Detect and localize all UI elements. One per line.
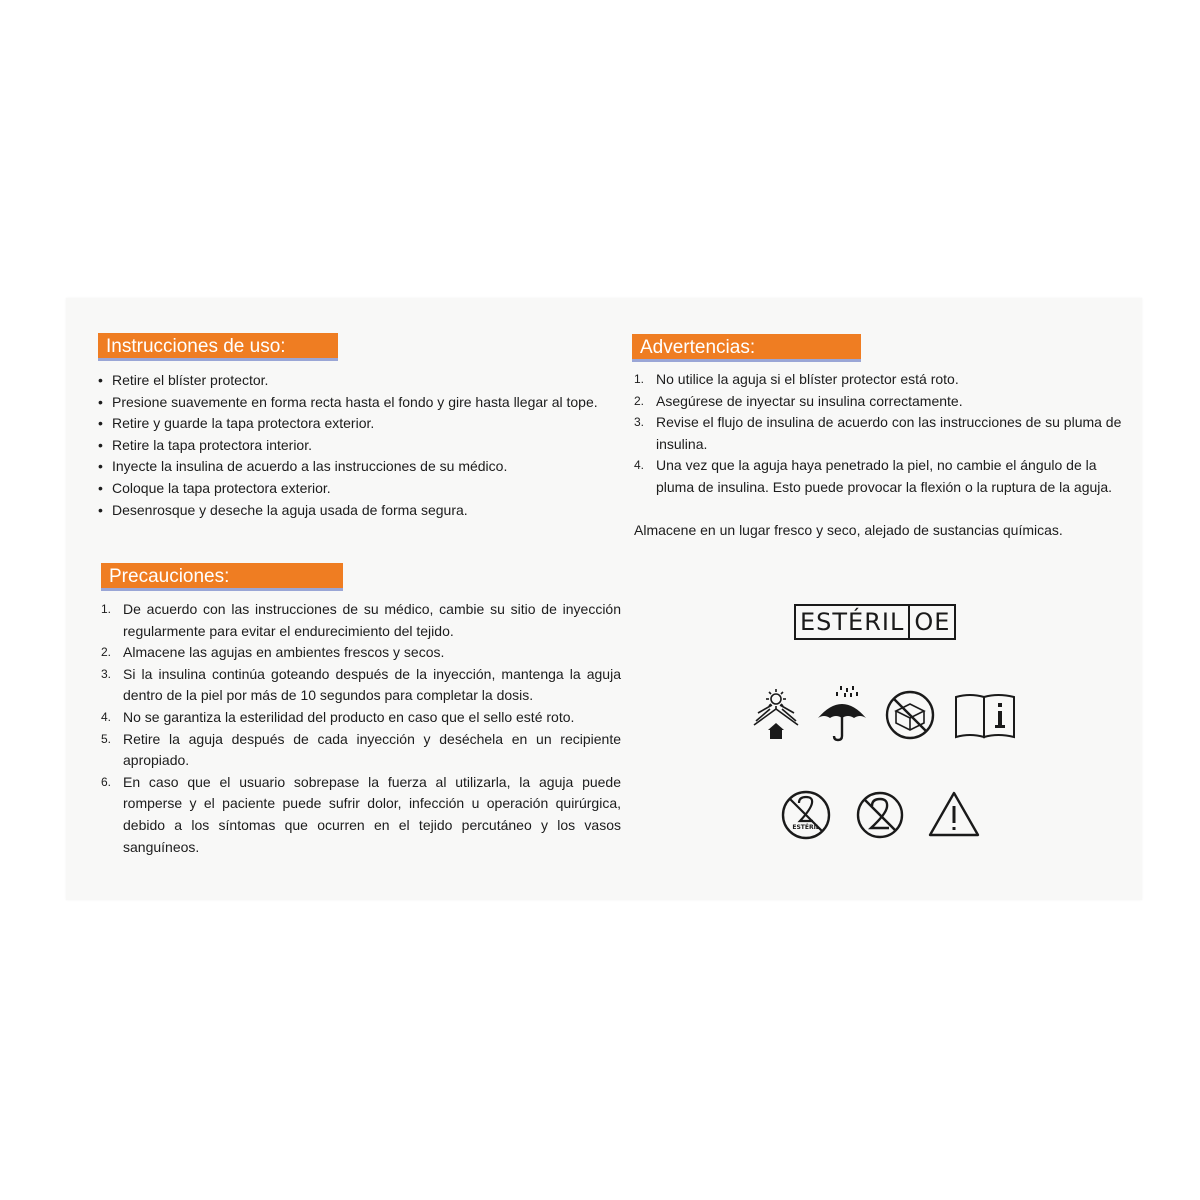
resterilize-small-label: ESTÉRIL bbox=[792, 824, 820, 831]
advertencias-item-number: 1. bbox=[634, 372, 645, 386]
instrucciones-item: • Retire la tapa protectora interior. bbox=[98, 435, 598, 457]
do-not-use-if-package-damaged-icon bbox=[884, 689, 936, 741]
instrucciones-item: • Retire y guarde la tapa protectora exterior. bbox=[98, 413, 598, 435]
keep-away-from-sunlight-icon bbox=[748, 687, 804, 741]
precauciones-item-number: 2. bbox=[101, 645, 112, 660]
storage-note: Almacene en un lugar fresco y seco, alejado de sustancias químicas. bbox=[634, 522, 1063, 538]
advertencias-item-number: 3. bbox=[634, 415, 645, 430]
sterile-label: ESTÉRIL bbox=[800, 608, 905, 636]
keep-dry-icon bbox=[816, 684, 868, 742]
precauciones-item-number: 5. bbox=[101, 731, 112, 746]
precauciones-item-number: 3. bbox=[101, 666, 112, 681]
do-not-resterilize-icon bbox=[780, 789, 832, 841]
advertencias-item bbox=[634, 412, 1134, 455]
precauciones-item-text: No se garantiza la esterilidad del producto en caso que el sello esté roto. bbox=[123, 708, 575, 725]
advertencias-item-text: Asegúrese de inyectar su insulina correctamente. bbox=[656, 392, 963, 409]
advertencias-header: Advertencias: bbox=[632, 334, 861, 362]
precauciones-item-text: En caso que el usuario sobrepase la fuerza al utilizarla, la aguja puede romperse y el paciente puede sufrir dolor, infección u operación quirúrgica, debido a los síntomas que ocurren en el tejido percutáneo y los vasos sanguíneos. bbox=[123, 773, 621, 855]
do-not-reuse-icon bbox=[855, 790, 905, 840]
precauciones-item-text: Almacene las agujas en ambientes frescos y secos. bbox=[123, 644, 445, 661]
instrucciones-item: • Presione suavemente en forma recta hasta el fondo y gire hasta llegar al tope. bbox=[98, 392, 598, 414]
precauciones-item-text: Si la insulina continúa goteando después de la inyección, mantenga la aguja dentro de la piel por más de 10 segundos para completar la dosis. bbox=[123, 665, 621, 704]
precauciones-item bbox=[101, 642, 621, 664]
instrucciones-header: Instrucciones de uso: bbox=[98, 333, 338, 361]
advertencias-item-text: Una vez que la aguja haya penetrado la piel, no cambie el ángulo de la pluma de insulina. Esto puede provocar la flexión o la ruptura de la aguja. bbox=[656, 457, 1113, 495]
instrucciones-item: • Desenrosque y deseche la aguja usada de forma segura. bbox=[98, 500, 598, 522]
precauciones-item-number: 1. bbox=[101, 602, 112, 616]
precauciones-item bbox=[101, 664, 621, 707]
precauciones-header: Precauciones: bbox=[101, 563, 343, 591]
advertencias-list bbox=[634, 369, 1134, 499]
precauciones-item bbox=[101, 772, 621, 858]
precauciones-item-text: De acuerdo con las instrucciones de su médico, cambie su sitio de inyección regularmente para evitar el endurecimiento del tejido. bbox=[123, 601, 621, 639]
advertencias-item-text: Revise el flujo de insulina de acuerdo con las instrucciones de su pluma de insulina. bbox=[656, 414, 1122, 452]
sterile-eo-mark bbox=[794, 604, 956, 640]
advertencias-item-number: 2. bbox=[634, 393, 645, 408]
precauciones-list bbox=[101, 599, 621, 858]
advertencias-item-number: 4. bbox=[634, 458, 645, 473]
precauciones-item-number: 4. bbox=[101, 709, 112, 724]
instrucciones-item: • Inyecte la insulina de acuerdo a las instrucciones de su médico. bbox=[98, 456, 598, 478]
advertencias-item bbox=[634, 455, 1134, 498]
precauciones-item bbox=[101, 729, 621, 772]
consult-instructions-icon bbox=[954, 691, 1016, 739]
caution-icon bbox=[928, 790, 980, 838]
precauciones-item bbox=[101, 599, 621, 642]
instrucciones-item: • Coloque la tapa protectora exterior. bbox=[98, 478, 598, 500]
precauciones-item-text: Retire la aguja después de cada inyección y deséchela en un recipiente apropiado. bbox=[123, 730, 621, 769]
instrucciones-list bbox=[98, 370, 598, 521]
advertencias-item bbox=[634, 391, 1134, 413]
sterile-method-label: OE bbox=[908, 606, 954, 638]
instrucciones-item: • Retire el blíster protector. bbox=[98, 370, 598, 392]
advertencias-item bbox=[634, 369, 1134, 391]
precauciones-item bbox=[101, 707, 621, 729]
advertencias-item-text: No utilice la aguja si el blíster protector está roto. bbox=[656, 371, 959, 387]
precauciones-item-number: 6. bbox=[101, 774, 112, 789]
